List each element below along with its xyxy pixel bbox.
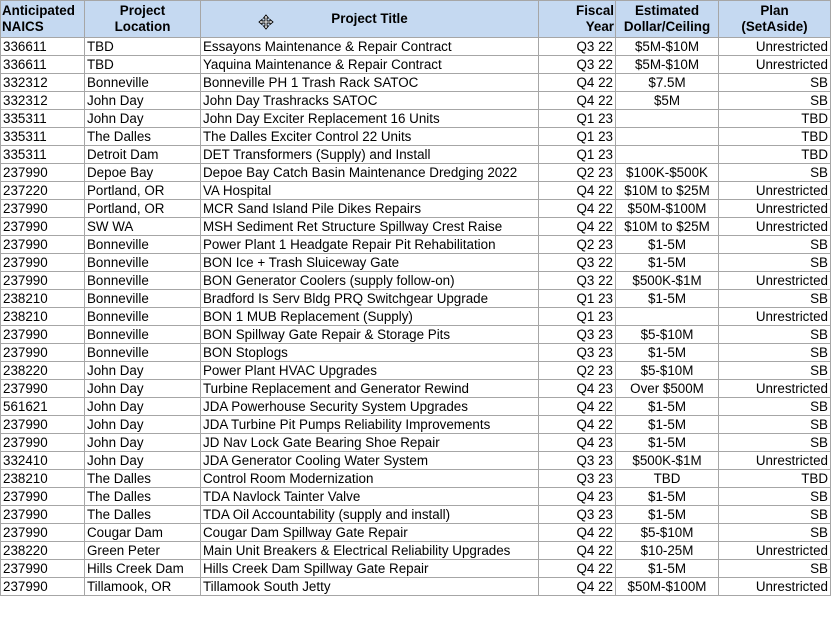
location-cell[interactable]: TBD [85,56,201,74]
plan-cell[interactable]: SB [719,290,831,308]
plan-cell[interactable]: TBD [719,146,831,164]
title-cell[interactable]: Bradford Is Serv Bldg PRQ Switchgear Upgrade [201,290,539,308]
dollar-cell[interactable]: $7.5M [616,74,719,92]
dollar-cell[interactable] [616,146,719,164]
naics-cell[interactable]: 332410 [1,452,85,470]
header-plan[interactable] [719,1,831,38]
table-row [1,326,831,344]
fiscal-year-cell[interactable]: Q4 22 [539,92,616,110]
naics-cell[interactable]: 237990 [1,434,85,452]
dollar-cell[interactable] [616,128,719,146]
dollar-cell[interactable]: Over $500M [616,380,719,398]
naics-cell[interactable]: 335311 [1,146,85,164]
location-cell[interactable]: The Dalles [85,506,201,524]
naics-cell[interactable]: 335311 [1,128,85,146]
table-row [1,524,831,542]
dollar-cell[interactable]: $500K-$1M [616,272,719,290]
title-cell[interactable]: BON 1 MUB Replacement (Supply) [201,308,539,326]
plan-cell[interactable]: SB [719,434,831,452]
plan-cell[interactable]: SB [719,398,831,416]
naics-cell[interactable]: 237990 [1,560,85,578]
dollar-cell[interactable]: TBD [616,470,719,488]
dollar-cell[interactable]: $1-5M [616,290,719,308]
dollar-cell[interactable]: $10M to $25M [616,218,719,236]
table-row [1,56,831,74]
table-row [1,290,831,308]
location-cell[interactable]: John Day [85,452,201,470]
table-body [1,38,831,596]
naics-cell[interactable]: 237990 [1,578,85,596]
plan-cell[interactable]: SB [719,488,831,506]
location-cell[interactable]: John Day [85,92,201,110]
header-plan-line2: (SetAside) [741,19,808,34]
plan-cell[interactable]: TBD [719,470,831,488]
plan-cell[interactable]: Unrestricted [719,452,831,470]
title-cell[interactable]: BON Spillway Gate Repair & Storage Pits [201,326,539,344]
header-title-line1: Project Title [331,11,408,26]
location-cell[interactable]: Bonneville [85,308,201,326]
header-naics-line1: Anticipated [2,3,75,18]
fiscal-year-cell[interactable]: Q4 23 [539,434,616,452]
table-row [1,272,831,290]
location-cell[interactable]: John Day [85,380,201,398]
plan-cell[interactable]: Unrestricted [719,380,831,398]
fiscal-year-cell[interactable]: Q4 23 [539,380,616,398]
plan-cell[interactable]: Unrestricted [719,542,831,560]
header-title[interactable] [201,1,539,38]
header-fiscal-year[interactable] [539,1,616,38]
title-cell[interactable]: BON Ice + Trash Sluiceway Gate [201,254,539,272]
dollar-cell[interactable]: $5M-$10M [616,56,719,74]
naics-cell[interactable]: 335311 [1,110,85,128]
plan-cell[interactable]: SB [719,362,831,380]
location-cell[interactable]: Depoe Bay [85,164,201,182]
header-naics[interactable] [1,1,85,38]
table-row [1,452,831,470]
dollar-cell[interactable]: $1-5M [616,398,719,416]
table-row [1,434,831,452]
title-cell[interactable]: VA Hospital [201,182,539,200]
location-cell[interactable]: John Day [85,362,201,380]
table-row [1,362,831,380]
plan-cell[interactable]: Unrestricted [719,56,831,74]
dollar-cell[interactable]: $500K-$1M [616,452,719,470]
naics-cell[interactable]: 237990 [1,272,85,290]
table-row [1,254,831,272]
table-row [1,308,831,326]
naics-cell[interactable]: 332312 [1,74,85,92]
naics-cell[interactable]: 237990 [1,344,85,362]
header-naics-line2: NAICS [2,19,44,34]
plan-cell[interactable]: SB [719,254,831,272]
fiscal-year-cell[interactable]: Q3 22 [539,254,616,272]
fiscal-year-cell[interactable]: Q3 23 [539,506,616,524]
header-dollar[interactable] [616,1,719,38]
naics-cell[interactable]: 237990 [1,236,85,254]
table-row [1,110,831,128]
title-cell[interactable]: MSH Sediment Ret Structure Spillway Crest Raise [201,218,539,236]
naics-cell[interactable]: 336611 [1,38,85,56]
location-cell[interactable]: Bonneville [85,326,201,344]
dollar-cell[interactable]: $1-5M [616,488,719,506]
plan-cell[interactable]: SB [719,236,831,254]
fiscal-year-cell[interactable]: Q3 22 [539,38,616,56]
dollar-cell[interactable]: $5M-$10M [616,38,719,56]
title-cell[interactable]: TDA Oil Accountability (supply and install) [201,506,539,524]
fiscal-year-cell[interactable]: Q4 22 [539,218,616,236]
title-cell[interactable]: Tillamook South Jetty [201,578,539,596]
plan-cell[interactable]: TBD [719,128,831,146]
naics-cell[interactable]: 237990 [1,218,85,236]
fiscal-year-cell[interactable]: Q2 23 [539,362,616,380]
naics-cell[interactable]: 237990 [1,524,85,542]
plan-cell[interactable]: SB [719,74,831,92]
title-cell[interactable]: JDA Turbine Pit Pumps Reliability Improvements [201,416,539,434]
fiscal-year-cell[interactable]: Q3 22 [539,56,616,74]
header-dollar-line1: Estimated [635,3,699,18]
plan-cell[interactable]: SB [719,416,831,434]
location-cell[interactable]: The Dalles [85,488,201,506]
table-row [1,92,831,110]
title-cell[interactable]: Power Plant HVAC Upgrades [201,362,539,380]
location-cell[interactable]: Bonneville [85,272,201,290]
title-cell[interactable]: Hills Creek Dam Spillway Gate Repair [201,560,539,578]
fiscal-year-cell[interactable]: Q4 22 [539,578,616,596]
plan-cell[interactable]: SB [719,92,831,110]
table-row [1,74,831,92]
dollar-cell[interactable]: $5M [616,92,719,110]
location-cell[interactable]: Bonneville [85,74,201,92]
naics-cell[interactable]: 237990 [1,164,85,182]
fiscal-year-cell[interactable]: Q3 23 [539,344,616,362]
fiscal-year-cell[interactable]: Q3 23 [539,452,616,470]
location-cell[interactable]: The Dalles [85,470,201,488]
naics-cell[interactable]: 561621 [1,398,85,416]
location-cell[interactable]: Green Peter [85,542,201,560]
location-cell[interactable]: John Day [85,416,201,434]
naics-cell[interactable]: 237990 [1,254,85,272]
table-row [1,146,831,164]
location-cell[interactable]: Bonneville [85,290,201,308]
location-cell[interactable]: SW WA [85,218,201,236]
fiscal-year-cell[interactable]: Q3 23 [539,470,616,488]
title-cell[interactable]: The Dalles Exciter Control 22 Units [201,128,539,146]
plan-cell[interactable]: Unrestricted [719,218,831,236]
title-cell[interactable]: JDA Powerhouse Security System Upgrades [201,398,539,416]
fiscal-year-cell[interactable]: Q1 23 [539,290,616,308]
naics-cell[interactable]: 336611 [1,56,85,74]
header-dollar-line2: Dollar/Ceiling [623,19,711,34]
naics-cell[interactable]: 238210 [1,290,85,308]
plan-cell[interactable]: SB [719,326,831,344]
dollar-cell[interactable]: $100K-$500K [616,164,719,182]
dollar-cell[interactable]: $5-$10M [616,524,719,542]
naics-cell[interactable]: 237990 [1,380,85,398]
dollar-cell[interactable]: $10-25M [616,542,719,560]
title-cell[interactable]: Power Plant 1 Headgate Repair Pit Rehabilitation [201,236,539,254]
table-row [1,506,831,524]
title-cell[interactable]: DET Transformers (Supply) and Install [201,146,539,164]
header-plan-line1: Plan [760,3,789,18]
location-cell[interactable]: Hills Creek Dam [85,560,201,578]
title-cell[interactable]: John Day Exciter Replacement 16 Units [201,110,539,128]
location-cell[interactable]: Portland, OR [85,182,201,200]
naics-cell[interactable]: 237990 [1,326,85,344]
location-cell[interactable]: Cougar Dam [85,524,201,542]
dollar-cell[interactable]: $5-$10M [616,326,719,344]
naics-cell[interactable]: 332312 [1,92,85,110]
fiscal-year-cell[interactable]: Q4 22 [539,200,616,218]
naics-cell[interactable]: 237990 [1,200,85,218]
plan-cell[interactable]: SB [719,560,831,578]
title-cell[interactable]: BON Generator Coolers (supply follow-on) [201,272,539,290]
table-row [1,542,831,560]
title-cell[interactable]: Cougar Dam Spillway Gate Repair [201,524,539,542]
dollar-cell[interactable]: $1-5M [616,254,719,272]
naics-cell[interactable]: 237220 [1,182,85,200]
dollar-cell[interactable] [616,308,719,326]
location-cell[interactable]: Portland, OR [85,200,201,218]
dollar-cell[interactable]: $1-5M [616,416,719,434]
fiscal-year-cell[interactable]: Q1 23 [539,110,616,128]
title-cell[interactable]: Turbine Replacement and Generator Rewind [201,380,539,398]
fiscal-year-cell[interactable]: Q2 23 [539,236,616,254]
dollar-cell[interactable] [616,110,719,128]
table-row [1,416,831,434]
header-location[interactable] [85,1,201,38]
title-cell[interactable]: Essayons Maintenance & Repair Contract [201,38,539,56]
title-cell[interactable]: TDA Navlock Tainter Valve [201,488,539,506]
title-cell[interactable]: Bonneville PH 1 Trash Rack SATOC [201,74,539,92]
table-row [1,164,831,182]
table-row [1,560,831,578]
naics-cell[interactable]: 238210 [1,308,85,326]
header-fiscal-line2: Year [585,19,614,34]
plan-cell[interactable]: SB [719,344,831,362]
plan-cell[interactable]: Unrestricted [719,200,831,218]
plan-cell[interactable]: Unrestricted [719,38,831,56]
location-cell[interactable]: John Day [85,434,201,452]
naics-cell[interactable]: 238210 [1,470,85,488]
fiscal-year-cell[interactable]: Q2 23 [539,164,616,182]
title-cell[interactable]: BON Stoplogs [201,344,539,362]
table-row [1,236,831,254]
dollar-cell[interactable]: $5-$10M [616,362,719,380]
plan-cell[interactable]: Unrestricted [719,578,831,596]
title-cell[interactable]: JDA Generator Cooling Water System [201,452,539,470]
dollar-cell[interactable]: $1-5M [616,506,719,524]
table-row [1,38,831,56]
header-row [1,1,831,38]
location-cell[interactable]: Tillamook, OR [85,578,201,596]
title-cell[interactable]: Main Unit Breakers & Electrical Reliability Upgrades [201,542,539,560]
location-cell[interactable]: John Day [85,110,201,128]
title-cell[interactable]: John Day Trashracks SATOC [201,92,539,110]
dollar-cell[interactable]: $1-5M [616,560,719,578]
table-row [1,398,831,416]
dollar-cell[interactable]: $1-5M [616,434,719,452]
naics-cell[interactable]: 238220 [1,542,85,560]
fiscal-year-cell[interactable]: Q4 23 [539,488,616,506]
naics-cell[interactable]: 237990 [1,506,85,524]
fiscal-year-cell[interactable]: Q4 22 [539,74,616,92]
dollar-cell[interactable]: $1-5M [616,344,719,362]
table-row [1,344,831,362]
header-fiscal-line1: Fiscal [576,3,614,18]
dollar-cell[interactable]: $1-5M [616,236,719,254]
table-row [1,488,831,506]
header-location-line1: Project [119,3,166,18]
naics-cell[interactable]: 237990 [1,488,85,506]
fiscal-year-cell[interactable]: Q1 23 [539,128,616,146]
fiscal-year-cell[interactable]: Q4 22 [539,542,616,560]
table-row [1,380,831,398]
title-cell[interactable]: Control Room Modernization [201,470,539,488]
fiscal-year-cell[interactable]: Q1 23 [539,308,616,326]
fiscal-year-cell[interactable]: Q4 22 [539,524,616,542]
fiscal-year-cell[interactable]: Q4 22 [539,560,616,578]
fiscal-year-cell[interactable]: Q3 22 [539,272,616,290]
plan-cell[interactable]: Unrestricted [719,308,831,326]
fiscal-year-cell[interactable]: Q4 22 [539,398,616,416]
fiscal-year-cell[interactable]: Q4 22 [539,182,616,200]
plan-cell[interactable]: SB [719,524,831,542]
title-cell[interactable]: Yaquina Maintenance & Repair Contract [201,56,539,74]
plan-cell[interactable]: Unrestricted [719,182,831,200]
naics-cell[interactable]: 237990 [1,416,85,434]
naics-cell[interactable]: 238220 [1,362,85,380]
table-row [1,470,831,488]
title-cell[interactable]: MCR Sand Island Pile Dikes Repairs [201,200,539,218]
location-cell[interactable]: Bonneville [85,344,201,362]
fiscal-year-cell[interactable]: Q4 22 [539,416,616,434]
fiscal-year-cell[interactable]: Q1 23 [539,146,616,164]
table-row [1,578,831,596]
dollar-cell[interactable]: $10M to $25M [616,182,719,200]
fiscal-year-cell[interactable]: Q3 23 [539,326,616,344]
plan-cell[interactable]: Unrestricted [719,272,831,290]
title-cell[interactable]: JD Nav Lock Gate Bearing Shoe Repair [201,434,539,452]
header-location-line2: Location [114,19,171,34]
location-cell[interactable]: Bonneville [85,254,201,272]
location-cell[interactable]: Bonneville [85,236,201,254]
table-row [1,182,831,200]
plan-cell[interactable]: SB [719,164,831,182]
location-cell[interactable]: The Dalles [85,128,201,146]
plan-cell[interactable]: TBD [719,110,831,128]
dollar-cell[interactable]: $50M-$100M [616,200,719,218]
table-row [1,128,831,146]
location-cell[interactable]: TBD [85,38,201,56]
title-cell[interactable]: Depoe Bay Catch Basin Maintenance Dredging 2022 [201,164,539,182]
plan-cell[interactable]: SB [719,506,831,524]
table-row [1,218,831,236]
dollar-cell[interactable]: $50M-$100M [616,578,719,596]
table-row [1,200,831,218]
location-cell[interactable]: Detroit Dam [85,146,201,164]
location-cell[interactable]: John Day [85,398,201,416]
